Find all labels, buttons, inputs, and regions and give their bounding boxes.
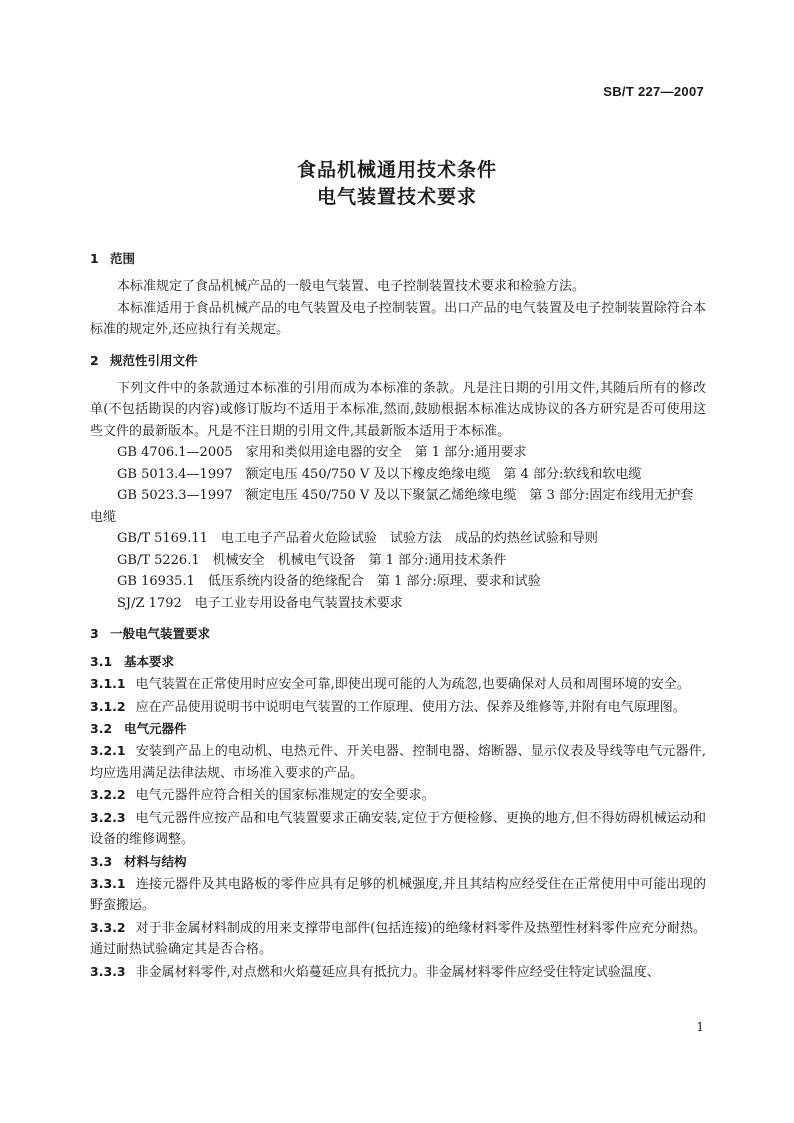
paragraph: 本标准适用于食品机械产品的电气装置及电子控制装置。出口产品的电气装置及电子控制装置除符合本标准的规定外,还应执行有关规定。 [90, 300, 706, 337]
clause [90, 873, 706, 917]
reference-item: GB 16935.1 低压系统内设备的绝缘配合 第 1 部分:原理、要求和试验 [117, 574, 541, 589]
clause [90, 784, 706, 807]
clause [90, 961, 706, 984]
clause-number: 3.3.3 [90, 963, 126, 979]
subsection-title: 基本要求 [124, 654, 175, 669]
clause-number: 3.3.1 [90, 875, 126, 891]
paragraph: 下列文件中的条款通过本标准的引用而成为本标准的条款。凡是注日期的引用文件,其随后所有的修改单(不包括勘误的内容)或修订版均不适用于本标准,然而,鼓励根据本标准达成协议的各方研究是否可使用这些文件的最新版本。凡是不注日期的引用文件,其最新版本适用于本标准。 [90, 380, 706, 439]
reference-item: GB 5013.4—1997 额定电压 450/750 V 及以下橡皮绝缘电缆 第 4 部分:软线和软电缆 [117, 466, 642, 482]
clause-text: 电气元器件应符合相关的国家标准规定的安全要求。 [135, 788, 435, 803]
clause-text: 应在产品使用说明书中说明电气装置的工作原理、使用方法、保养及维修等,并附有电气原理图。 [135, 699, 686, 715]
document-body [90, 248, 706, 983]
clause-text: 电气装置在正常使用时应安全可靠,即使出现可能的人为疏忽,也要确保对人员和周围环境的安全。 [135, 677, 690, 692]
clause-text: 对于非金属材料制成的用来支撑带电部件(包括连接)的绝缘材料零件及热塑性材料零件应充分耐热。通过耐热试验确定其是否合格。 [90, 920, 706, 957]
subsection-number: 3.1 [90, 654, 113, 669]
clause [90, 673, 706, 696]
section-heading-3 [90, 623, 706, 645]
clause-number: 3.1.1 [90, 676, 126, 691]
clause [90, 917, 706, 961]
section-number: 1 [90, 251, 99, 266]
standard-code: SB/T 227—2007 [603, 84, 704, 99]
section-heading-2 [90, 350, 706, 372]
subsection-number: 3.3 [90, 853, 113, 869]
reference-item: GB/T 5169.11 电工电子产品着火危险试验 试验方法 成品的灼热丝试验和导则 [117, 531, 598, 546]
section-number: 3 [90, 626, 99, 641]
clause-text: 电气元器件应按产品和电气装置要求正确安装,定位于方便检修、更换的地方,但不得妨碍机械运动和设备的维修调整。 [90, 810, 706, 847]
section-title: 一般电气装置要求 [110, 626, 211, 641]
section-title: 范围 [110, 251, 136, 266]
paragraph: 本标准规定了食品机械产品的一般电气装置、电子控制装置技术要求和检验方法。 [117, 279, 586, 294]
reference-item: GB 4706.1—2005 家用和类似用途电器的安全 第 1 部分:通用要求 [117, 445, 527, 460]
clause-text: 安装到产品上的电动机、电热元件、开关电器、控制电器、熔断器、显示仪表及导线等电气元器件,均应选用满足法律法规、市场准入要求的产品。 [90, 744, 706, 781]
subsection-heading [90, 851, 706, 873]
reference-item: GB 5023.3—1997 额定电压 450/750 V 及以下聚氯乙烯绝缘电缆 第 3 部分:固定布线用无护套电缆 [90, 488, 694, 525]
clause-number: 3.2.3 [90, 809, 126, 825]
subsection-heading [90, 651, 706, 673]
subsection-number: 3.2 [90, 721, 113, 736]
section-heading-1 [90, 248, 706, 270]
clause-text: 连接元器件及其电路板的零件应具有足够的机械强度,并且其结构应经受住在正常使用中可能出现的野蛮搬运。 [90, 876, 706, 913]
clause-number: 3.1.2 [90, 698, 126, 714]
clause [90, 696, 706, 719]
clause-text: 非金属材料零件,对点燃和火焰蔓延应具有抵抗力。非金属材料零件应经受住特定试验温度、 [135, 964, 660, 980]
clause-number: 3.3.2 [90, 919, 126, 935]
subsection-title: 材料与结构 [124, 853, 187, 869]
document-title-line1: 食品机械通用技术条件 [296, 159, 497, 181]
reference-item: SJ/Z 1792 电子工业专用设备电气装置技术要求 [117, 595, 403, 611]
page-number: 1 [696, 1020, 704, 1034]
clause-number: 3.2.2 [90, 787, 126, 802]
subsection-heading [90, 718, 706, 740]
section-title: 规范性引用文件 [110, 352, 198, 368]
clause [90, 740, 706, 784]
clause-number: 3.2.1 [90, 743, 126, 758]
document-title-line2: 电气装置技术要求 [316, 186, 477, 208]
subsection-title: 电气元器件 [124, 721, 187, 736]
reference-item: GB/T 5226.1 机械安全 机械电气设备 第 1 部分:通用技术条件 [117, 552, 507, 568]
section-number: 2 [90, 352, 99, 368]
clause [90, 807, 706, 851]
